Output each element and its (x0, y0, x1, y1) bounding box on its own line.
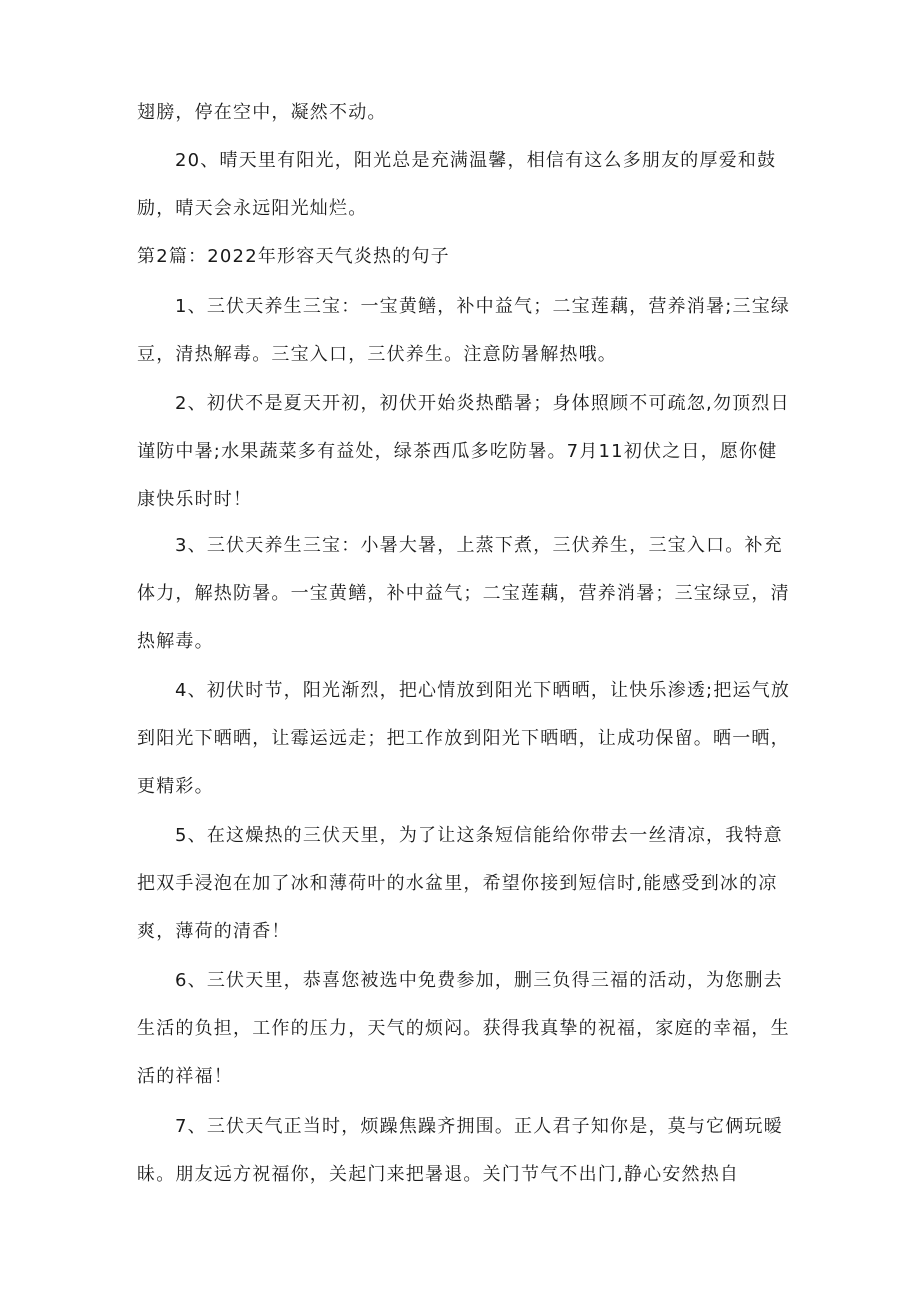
section-heading: 第2篇：2022年形容天气炎热的句子 (137, 246, 450, 267)
paragraph-item-2: 2、初伏不是夏天开初，初伏开始炎热酷暑；身体照顾不可疏忽,勿顶烈日谨防中暑;水果蔬菜多有益处，绿茶西瓜多吃防暑。7月11初伏之日，愿你健康快乐时时！ (137, 393, 790, 510)
paragraph-item-20: 20、晴天里有阳光，阳光总是充满温馨，相信有这么多朋友的厚爱和鼓励，晴天会永远阳光灿烂。 (137, 150, 777, 219)
paragraph-item-7: 7、三伏天气正当时，烦躁焦躁齐拥围。正人君子知你是，莫与它俩玩暧昧。朋友远方祝福你，关起门来把暑退。关门节气不出门,静心安然热自 (137, 1116, 783, 1185)
paragraph-continuation: 翅膀，停在空中，凝然不动。 (137, 102, 387, 123)
paragraph-item-4: 4、初伏时节，阳光渐烈，把心情放到阳光下晒晒，让快乐渗透;把运气放到阳光下晒晒，让霉运远走；把工作放到阳光下晒晒，让成功保留。晒一晒，更精彩。 (137, 680, 791, 797)
paragraph-item-3: 3、三伏天养生三宝：小暑大暑，上蒸下煮，三伏养生，三宝入口。补充体力，解热防暑。一宝黄鳝，补中益气；二宝莲藕，营养消暑；三宝绿豆，清热解毒。 (137, 535, 790, 652)
paragraph-item-5: 5、在这燥热的三伏天里，为了让这条短信能给你带去一丝清凉，我特意把双手浸泡在加了冰和薄荷叶的水盆里，希望你接到短信时,能感受到冰的凉爽，薄荷的清香！ (137, 825, 783, 942)
paragraph-item-1: 1、三伏天养生三宝：一宝黄鳝，补中益气；二宝莲藕，营养消暑;三宝绿豆，清热解毒。三宝入口，三伏养生。注意防暑解热哦。 (137, 296, 791, 365)
paragraph-item-6: 6、三伏天里，恭喜您被选中免费参加，删三负得三福的活动，为您删去生活的负担，工作的压力，天气的烦闷。获得我真挚的祝福，家庭的幸福，生活的祥福！ (137, 970, 790, 1087)
